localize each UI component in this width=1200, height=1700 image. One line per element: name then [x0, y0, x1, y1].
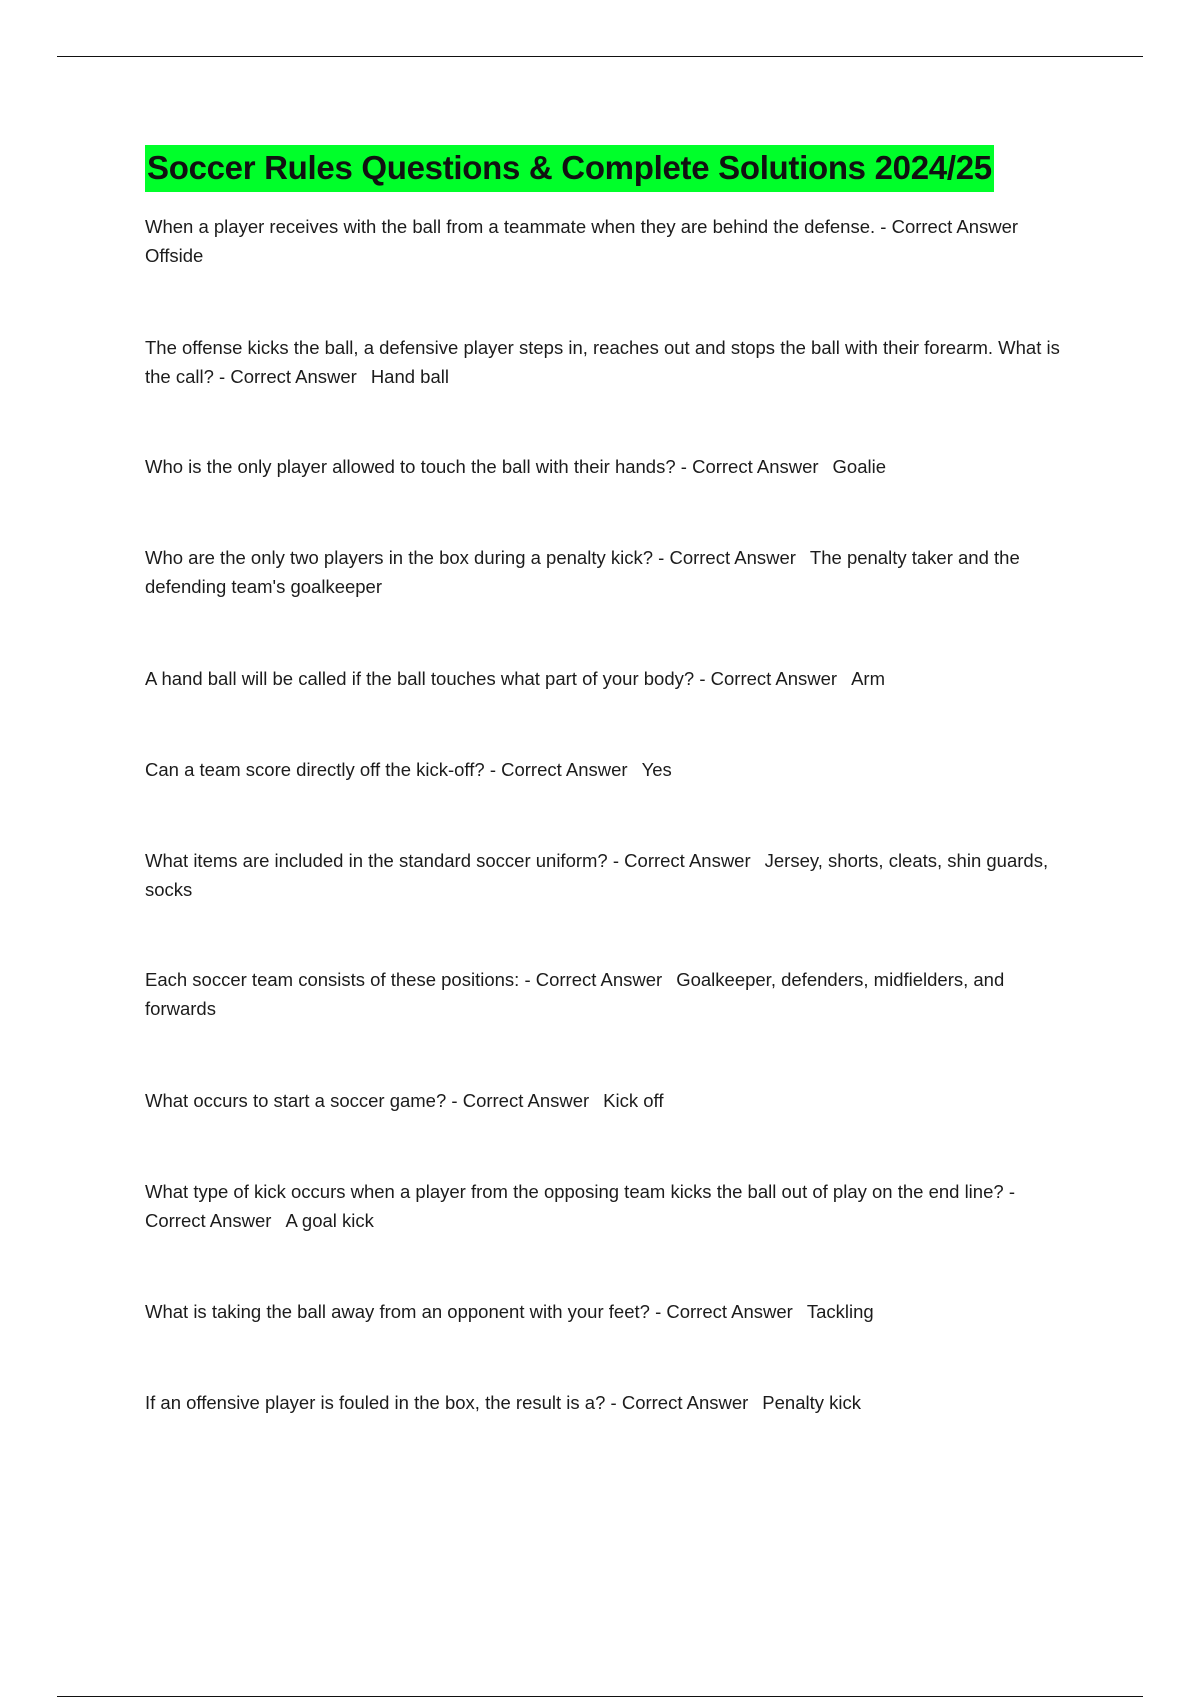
answer-label: - Correct Answer: [655, 1301, 793, 1322]
qa-item-6: [145, 755, 1080, 784]
answer-label: - Correct Answer: [145, 1181, 1015, 1231]
question-text: Can a team score directly off the kick-off?: [145, 759, 485, 780]
question-text: What is taking the ball away from an opponent with your feet?: [145, 1301, 650, 1322]
answer-label: - Correct Answer: [451, 1090, 590, 1111]
answer-text: A goal kick: [285, 1210, 374, 1231]
header-rule: [57, 56, 1143, 57]
qa-item-2: [145, 333, 1080, 391]
answer-label: - Correct Answer: [219, 366, 357, 387]
qa-item-1: [145, 212, 1080, 270]
question-text: Each soccer team consists of these positions:: [145, 969, 520, 990]
answer-label: - Correct Answer: [880, 216, 1019, 237]
answer-text: Arm: [851, 668, 886, 689]
qa-item-3: [145, 452, 1080, 481]
answer-text: Hand ball: [370, 366, 449, 387]
answer-label: - Correct Answer: [699, 668, 838, 689]
answer-label: - Correct Answer: [612, 850, 751, 871]
answer-text: The penalty taker and the defending team's goalkeeper: [145, 547, 1020, 597]
answer-text: Goalkeeper, defenders, midfielders, and forwards: [145, 969, 1005, 1019]
question-text: Who are the only two players in the box during a penalty kick?: [145, 547, 654, 568]
answer-label: - Correct Answer: [524, 969, 663, 990]
answer-text: Offside: [145, 245, 204, 266]
qa-item-9: [145, 1086, 1080, 1115]
qa-item-12: [145, 1388, 1080, 1417]
question-text: What occurs to start a soccer game?: [145, 1090, 447, 1111]
answer-text: Penalty kick: [762, 1392, 862, 1413]
qa-item-11: [145, 1297, 1080, 1326]
document-body: [145, 145, 1080, 1413]
answer-label: - Correct Answer: [489, 759, 628, 780]
answer-text: Yes: [641, 759, 672, 780]
qa-item-5: [145, 664, 1080, 693]
answer-text: Goalie: [832, 456, 887, 477]
qa-item-7: [145, 846, 1080, 904]
question-text: A hand ball will be called if the ball touches what part of your body?: [145, 668, 695, 689]
qa-item-4: [145, 543, 1080, 601]
answer-text: Kick off: [603, 1090, 664, 1111]
question-text: The offense kicks the ball, a defensive player steps in, reaches out and stops the ball with their forearm. What is the call?: [145, 337, 1060, 387]
answer-text: Jersey, shorts, cleats, shin guards, socks: [145, 850, 1049, 900]
answer-label: - Correct Answer: [658, 547, 796, 568]
document-title: Soccer Rules Questions & Complete Solutions 2024/25: [145, 145, 994, 192]
qa-item-10: [145, 1177, 1080, 1235]
question-text: If an offensive player is fouled in the box, the result is a?: [145, 1392, 606, 1413]
question-text: What type of kick occurs when a player from the opposing team kicks the ball out of play on the end line?: [145, 1181, 1004, 1202]
footer-rule: [57, 1696, 1143, 1697]
answer-label: - Correct Answer: [680, 456, 819, 477]
question-text: When a player receives with the ball from a teammate when they are behind the defense.: [145, 216, 876, 237]
answer-text: Tackling: [806, 1301, 874, 1322]
question-text: What items are included in the standard soccer uniform?: [145, 850, 608, 871]
answer-label: - Correct Answer: [610, 1392, 749, 1413]
question-text: Who is the only player allowed to touch the ball with their hands?: [145, 456, 676, 477]
qa-item-8: [145, 965, 1080, 1023]
